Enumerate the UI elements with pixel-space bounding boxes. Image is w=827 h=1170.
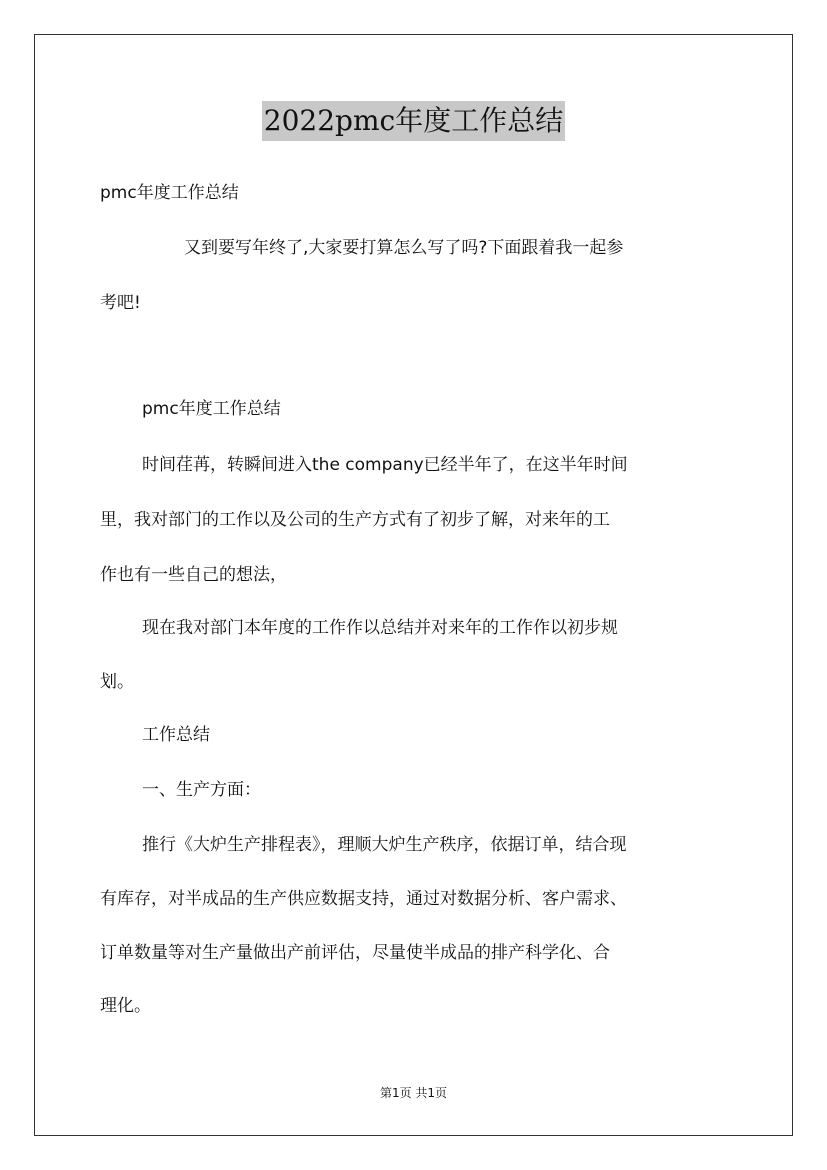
section-heading: pmc年度工作总结 [142,399,281,419]
paragraph-line: 里，我对部门的工作以及公司的生产方式有了初步了解，对来年的工 [100,510,610,530]
paragraph-line: 推行《大炉生产排程表》，理顺大炉生产秩序，依据订单，结合现 [142,835,627,855]
section-heading: 一、生产方面： [142,780,261,800]
paragraph-line: 又到要写年终了,大家要打算怎么写了吗?下面跟着我一起参 [184,238,624,258]
title-container [0,101,827,141]
paragraph-line: 划。 [100,672,134,692]
paragraph-line: 订单数量等对生产量做出产前评估，尽量使半成品的排产科学化、合 [100,943,610,963]
paragraph-line: 作也有一些自己的想法， [100,565,287,585]
paragraph-line: 有库存，对半成品的生产供应数据支持，通过对数据分析、客户需求、 [100,889,627,909]
page-number-footer: 第1页 共1页 [379,1086,448,1100]
document-title: 2022pmc年度工作总结 [262,101,565,141]
paragraph-line: 考吧! [100,293,141,313]
paragraph-line: 理化。 [100,996,151,1016]
section-heading: 工作总结 [142,725,210,745]
paragraph-line: 现在我对部门本年度的工作作以总结并对来年的工作作以初步规 [142,618,618,638]
paragraph-line: 时间荏苒，转瞬间进入the company已经半年了，在这半年时间 [142,455,628,475]
subtitle-line: pmc年度工作总结 [100,183,239,203]
